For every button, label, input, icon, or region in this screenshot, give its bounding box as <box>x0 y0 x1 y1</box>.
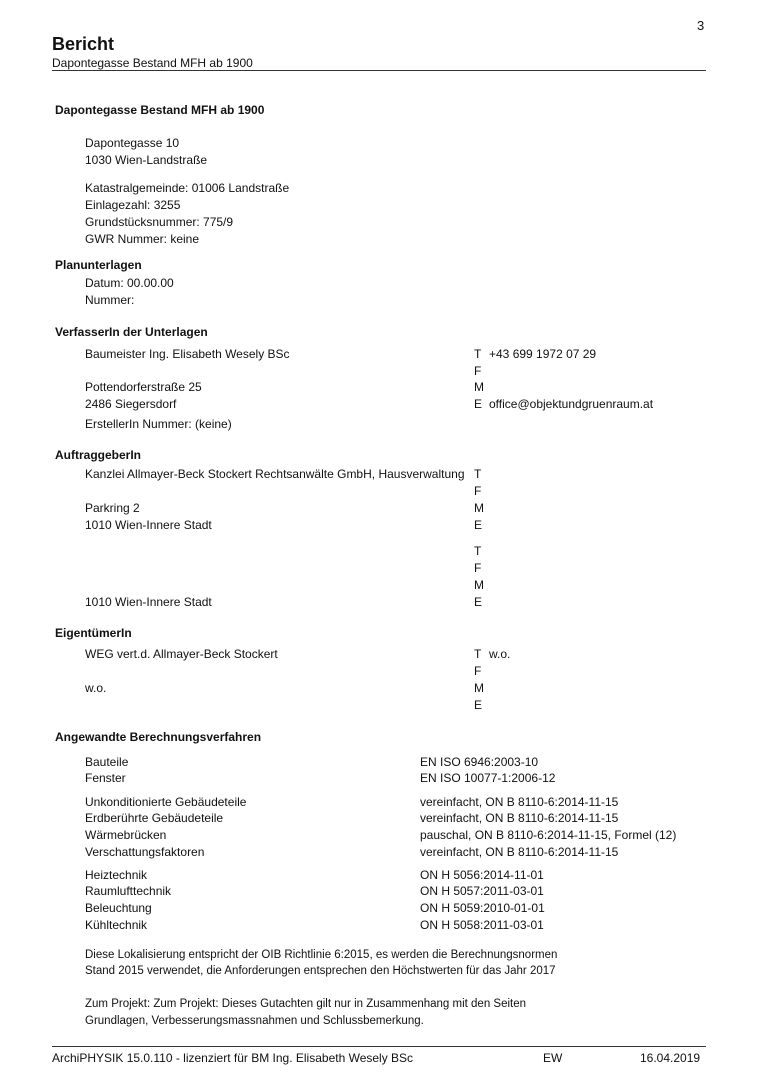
auftraggeber-city: 1010 Wien-Innere Stadt <box>85 518 212 532</box>
verfasser-contact-f-key: F <box>474 364 482 378</box>
verfahren-value: ON H 5058:2011-03-01 <box>420 918 544 932</box>
verfasser-name: Baumeister Ing. Elisabeth Wesely BSc <box>85 347 290 361</box>
verfasser-heading: VerfasserIn der Unterlagen <box>55 325 208 339</box>
auftraggeber-name: Kanzlei Allmayer-Beck Stockert Rechtsanwälte GmbH, Hausverwaltung <box>85 467 465 481</box>
verfasser-contact-t-key: T <box>474 347 482 361</box>
project-street: Dapontegasse 10 <box>85 136 180 150</box>
verfahren-label: Kühltechnik <box>85 918 148 932</box>
verfahren-label: Heiztechnik <box>85 868 148 882</box>
footer-rule <box>52 1046 706 1047</box>
header-rule <box>52 70 706 71</box>
verfahren-value: pauschal, ON B 8110-6:2014-11-15, Formel (12) <box>420 828 677 842</box>
verfahren-label: Raumlufttechnik <box>85 884 172 898</box>
verfasser-ersteller: ErstellerIn Nummer: (keine) <box>85 417 232 431</box>
planunterlagen-datum: Datum: 00.00.00 <box>85 276 174 290</box>
auftraggeber-contact-f-key: F <box>474 484 482 498</box>
eigentuemer-phone: w.o. <box>489 647 511 661</box>
verfasser-phone: +43 699 1972 07 29 <box>489 347 597 361</box>
eigentuemer-contact-t-key: T <box>474 647 482 661</box>
eigentuemer-contact-m-key: M <box>474 681 484 695</box>
auftraggeber-contact2-t-key: T <box>474 544 482 558</box>
page-number: 3 <box>697 18 705 33</box>
oib-note-line1: Diese Lokalisierung entspricht der OIB Richtlinie 6:2015, es werden die Berechnungsnormen <box>85 949 558 961</box>
auftraggeber-heading: AuftraggeberIn <box>55 448 142 462</box>
verfahren-heading: Angewandte Berechnungsverfahren <box>55 730 262 744</box>
planunterlagen-heading: Planunterlagen <box>55 258 142 272</box>
verfasser-contact-m-key: M <box>474 380 484 394</box>
auftraggeber-contact2-f-key: F <box>474 561 482 575</box>
eigentuemer-contact-f-key: F <box>474 664 482 678</box>
verfahren-label: Beleuchtung <box>85 901 152 915</box>
auftraggeber-contact-t-key: T <box>474 467 482 481</box>
report-subtitle: Dapontegasse Bestand MFH ab 1900 <box>52 56 253 70</box>
verfahren-value: EN ISO 6946:2003-10 <box>420 755 539 769</box>
project-note-line2: Grundlagen, Verbesserungsmassnahmen und Schlussbemerkung. <box>85 1015 424 1027</box>
project-katastral: Katastralgemeinde: 01006 Landstraße <box>85 181 290 195</box>
project-gwr: GWR Nummer: keine <box>85 232 200 246</box>
project-note-line1: Zum Projekt: Zum Projekt: Dieses Gutachten gilt nur in Zusammenhang mit den Seiten <box>85 998 527 1010</box>
verfahren-label: Unkonditionierte Gebäudeteile <box>85 795 247 809</box>
planunterlagen-nummer: Nummer: <box>85 293 135 307</box>
verfahren-value: ON H 5057:2011-03-01 <box>420 884 544 898</box>
verfahren-value: EN ISO 10077-1:2006-12 <box>420 771 556 785</box>
auftraggeber-contact2-e-key: E <box>474 595 483 609</box>
project-heading: Dapontegasse Bestand MFH ab 1900 <box>55 103 265 117</box>
verfahren-label: Wärmebrücken <box>85 828 167 842</box>
auftraggeber-city2: 1010 Wien-Innere Stadt <box>85 595 212 609</box>
report-title: Bericht <box>52 34 115 54</box>
project-einlagezahl: Einlagezahl: 3255 <box>85 198 181 212</box>
verfahren-label: Bauteile <box>85 755 129 769</box>
verfahren-label: Erdberührte Gebäudeteile <box>85 811 224 825</box>
eigentuemer-name: WEG vert.d. Allmayer-Beck Stockert <box>85 647 278 661</box>
verfahren-value: ON H 5059:2010-01-01 <box>420 901 545 915</box>
verfahren-value: ON H 5056:2014-11-01 <box>420 868 544 882</box>
eigentuemer-heading: EigentümerIn <box>55 626 132 640</box>
verfahren-value: vereinfacht, ON B 8110-6:2014-11-15 <box>420 795 619 809</box>
auftraggeber-contact-e-key: E <box>474 518 483 532</box>
footer-initials: EW <box>543 1051 563 1065</box>
verfahren-label: Verschattungsfaktoren <box>85 845 205 859</box>
verfahren-label: Fenster <box>85 771 126 785</box>
footer-software: ArchiPHYSIK 15.0.110 - lizenziert für BM Ing. Elisabeth Wesely BSc <box>52 1051 414 1065</box>
footer-date: 16.04.2019 <box>640 1051 701 1065</box>
eigentuemer-contact-e-key: E <box>474 698 483 712</box>
project-city: 1030 Wien-Landstraße <box>85 153 208 167</box>
verfasser-city: 2486 Siegersdorf <box>85 397 177 411</box>
auftraggeber-street: Parkring 2 <box>85 501 140 515</box>
oib-note-line2: Stand 2015 verwendet, die Anforderungen entsprechen den Höchstwerten für das Jahr 2017 <box>85 965 556 977</box>
verfasser-street: Pottendorferstraße 25 <box>85 380 202 394</box>
auftraggeber-contact2-m-key: M <box>474 578 484 592</box>
project-grundstueck: Grundstücksnummer: 775/9 <box>85 215 234 229</box>
auftraggeber-contact-m-key: M <box>474 501 484 515</box>
verfahren-value: vereinfacht, ON B 8110-6:2014-11-15 <box>420 811 619 825</box>
verfasser-email: office@objektundgruenraum.at <box>489 397 654 411</box>
eigentuemer-address: w.o. <box>85 681 107 695</box>
verfasser-contact-e-key: E <box>474 397 483 411</box>
verfahren-value: vereinfacht, ON B 8110-6:2014-11-15 <box>420 845 619 859</box>
